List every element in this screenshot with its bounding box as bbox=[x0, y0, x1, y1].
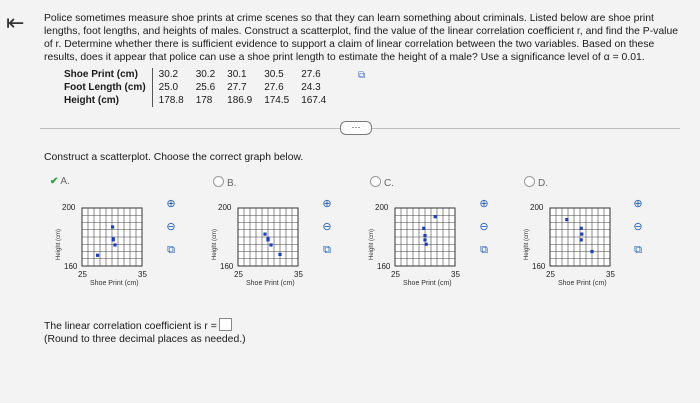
data-point bbox=[96, 254, 99, 257]
table-row bbox=[64, 94, 332, 107]
zoom-in-icon[interactable]: ⊕ bbox=[479, 198, 489, 210]
zoom-out-icon[interactable]: ⊖ bbox=[633, 221, 643, 233]
answer-note: (Round to three decimal places as needed.) bbox=[44, 334, 246, 345]
row-label: Height (cm) bbox=[64, 94, 152, 107]
x-tick-label: 25 bbox=[234, 270, 243, 279]
table-cell: 178 bbox=[195, 95, 213, 106]
table-cell: 167.4 bbox=[301, 95, 327, 106]
table-cell: 30.5 bbox=[264, 69, 284, 80]
table-cell: 27.6 bbox=[301, 69, 321, 80]
table-cell: 30.2 bbox=[195, 69, 216, 80]
table-cell: 30.1 bbox=[227, 69, 247, 80]
scatterplot-b bbox=[214, 192, 324, 302]
data-point bbox=[266, 237, 269, 240]
radio-icon[interactable] bbox=[370, 176, 381, 187]
table-cell: 27.7 bbox=[227, 82, 247, 93]
data-point bbox=[580, 227, 583, 230]
zoom-out-icon[interactable]: ⊖ bbox=[166, 221, 176, 233]
data-point bbox=[423, 238, 426, 241]
data-point bbox=[113, 243, 116, 246]
option-b[interactable]: B. bbox=[213, 176, 236, 189]
y-axis-title: Height (cm) bbox=[369, 228, 375, 260]
scatterplot-a bbox=[58, 192, 168, 302]
expand-icon[interactable]: ⧉ bbox=[323, 244, 331, 256]
expand-icon[interactable]: ⧉ bbox=[480, 244, 488, 256]
radio-icon[interactable] bbox=[213, 176, 224, 187]
table-cell: 186.9 bbox=[227, 95, 253, 106]
y-axis-title: Height (cm) bbox=[524, 228, 530, 260]
x-tick-label: 35 bbox=[138, 270, 147, 279]
expand-icon[interactable]: ⧉ bbox=[634, 244, 642, 256]
table-cell: 178.8 bbox=[158, 95, 184, 106]
more-button[interactable]: ⋯ bbox=[340, 121, 372, 135]
y-tick-label: 200 bbox=[218, 203, 232, 212]
row-label: Foot Length (cm) bbox=[64, 81, 152, 94]
y-axis-title: Height (cm) bbox=[212, 228, 218, 260]
option-a[interactable]: ✔ A. bbox=[50, 176, 70, 187]
data-point bbox=[425, 243, 428, 246]
radio-icon[interactable] bbox=[524, 176, 535, 187]
data-point bbox=[269, 243, 272, 246]
option-d[interactable]: D. bbox=[524, 176, 548, 189]
answer-prompt: The linear correlation coefficient is r = bbox=[44, 321, 217, 332]
data-point bbox=[278, 253, 281, 256]
data-point bbox=[565, 218, 568, 221]
table-cell: 24.3 bbox=[301, 82, 321, 93]
x-tick-label: 25 bbox=[391, 270, 400, 279]
table-cell: 25.6 bbox=[195, 82, 216, 93]
zoom-out-icon[interactable]: ⊖ bbox=[322, 221, 332, 233]
data-point bbox=[580, 233, 583, 236]
x-axis-title: Shoe Print (cm) bbox=[246, 280, 295, 287]
answer-input[interactable] bbox=[219, 318, 232, 331]
table-row bbox=[64, 68, 332, 81]
y-tick-label: 200 bbox=[530, 203, 544, 212]
data-point bbox=[590, 250, 593, 253]
data-point bbox=[422, 227, 425, 230]
table-row bbox=[64, 81, 332, 94]
x-tick-label: 35 bbox=[606, 270, 615, 279]
instruction: Construct a scatterplot. Choose the correct graph below. bbox=[44, 152, 304, 163]
zoom-in-icon[interactable]: ⊕ bbox=[166, 198, 176, 210]
y-tick-label: 160 bbox=[532, 262, 546, 271]
x-axis-title: Shoe Print (cm) bbox=[90, 280, 139, 287]
x-tick-label: 35 bbox=[294, 270, 303, 279]
table-cell: 25.0 bbox=[158, 82, 179, 93]
scatterplot-c bbox=[371, 192, 481, 302]
back-arrow-icon[interactable]: ⇤ bbox=[6, 10, 25, 35]
option-c[interactable]: C. bbox=[370, 176, 394, 189]
zoom-in-icon[interactable]: ⊕ bbox=[633, 198, 643, 210]
data-point bbox=[434, 215, 437, 218]
y-tick-label: 160 bbox=[64, 262, 78, 271]
x-tick-label: 25 bbox=[546, 270, 555, 279]
problem-text: Police sometimes measure shoe prints at crime scenes so that they can learn something about criminals. Listed below are shoe print lengths, foot lengths, and heights of males. Construct a scatterplot, find the value of the linear correlation coefficient r, and find the P-value of r. Determine whether there is sufficient evidence to support a claim of linear correlation between the two variables. Based on these results, does it appear that police can use a shoe print length to estimate the height of a male? Use a significance level of α = 0.01. bbox=[44, 13, 679, 63]
y-axis-title: Height (cm) bbox=[56, 228, 62, 260]
zoom-out-icon[interactable]: ⊖ bbox=[479, 221, 489, 233]
data-point bbox=[111, 225, 114, 228]
copy-data-icon[interactable]: ⧉ bbox=[358, 70, 366, 81]
y-tick-label: 160 bbox=[377, 262, 391, 271]
y-tick-label: 200 bbox=[375, 203, 389, 212]
data-point bbox=[263, 233, 266, 236]
y-tick-label: 160 bbox=[220, 262, 234, 271]
x-axis-title: Shoe Print (cm) bbox=[403, 280, 452, 287]
table-cell: 30.2 bbox=[158, 69, 179, 80]
data-point bbox=[423, 234, 426, 237]
zoom-in-icon[interactable]: ⊕ bbox=[322, 198, 332, 210]
table-cell: 174.5 bbox=[264, 95, 290, 106]
expand-icon[interactable]: ⧉ bbox=[167, 244, 175, 256]
data-point bbox=[580, 238, 583, 241]
data-table bbox=[64, 68, 332, 107]
answer-section bbox=[44, 318, 246, 346]
x-tick-label: 35 bbox=[451, 270, 460, 279]
x-tick-label: 25 bbox=[78, 270, 87, 279]
table-cell: 27.6 bbox=[264, 82, 284, 93]
y-tick-label: 200 bbox=[62, 203, 76, 212]
row-label: Shoe Print (cm) bbox=[64, 68, 152, 81]
check-icon: ✔ bbox=[50, 176, 59, 187]
x-axis-title: Shoe Print (cm) bbox=[558, 280, 607, 287]
scatterplot-d bbox=[526, 192, 636, 302]
data-point bbox=[112, 237, 115, 240]
